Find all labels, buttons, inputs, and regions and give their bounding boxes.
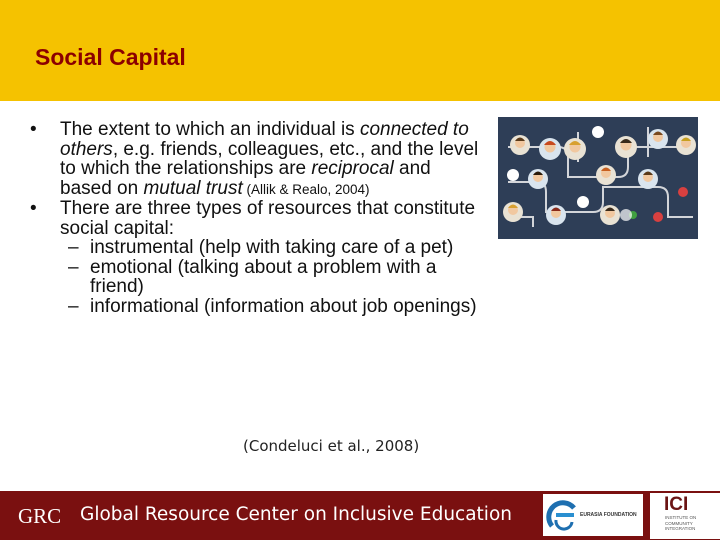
bullet-text: , e.g. friends, colleagues, etc., and the level to which the relationships are — [60, 138, 479, 179]
social-network-people-icon — [498, 117, 698, 239]
eurasia-logo-text: EURASIA FOUNDATION — [580, 512, 637, 518]
sub-bullet-text: instrumental (help with taking care of a pet) — [90, 237, 454, 258]
eurasia-foundation-logo — [543, 494, 643, 536]
bullet-resource-types — [30, 199, 485, 238]
bullet-reference: (Allik & Realo, 2004) — [242, 181, 370, 197]
sub-bullet-informational — [30, 297, 485, 317]
bullet-marker: • — [30, 119, 37, 140]
sub-bullet-emotional — [30, 258, 485, 297]
bullet-text-italic: reciprocal — [311, 158, 394, 179]
sub-bullet-text: emotional (talking about a problem with a friend) — [90, 256, 437, 297]
network-illustration — [498, 117, 698, 239]
eurasia-logo-icon — [546, 498, 580, 532]
bullet-marker: • — [30, 198, 37, 219]
slide-title: Social Capital — [35, 44, 186, 70]
sub-bullet-instrumental — [30, 238, 485, 258]
title-bar — [0, 0, 720, 101]
ici-logo-text: ICI — [664, 494, 689, 515]
sub-bullet-text: informational (information about job openings) — [90, 295, 477, 317]
bullet-text: and based on — [60, 158, 431, 199]
citation: (Condeluci et al., 2008) — [243, 437, 420, 455]
bullet-definition — [30, 120, 485, 199]
bullet-text: There are three types of resources that constitute social capital: — [60, 198, 476, 239]
footer-acronym: GRC — [18, 504, 62, 528]
sub-bullet-dash: – — [68, 295, 79, 317]
ici-logo-subtext: INSTITUTE ON COMMUNITY INTEGRATION — [665, 515, 697, 531]
ici-logo — [650, 493, 720, 539]
bullet-text-italic: connected to others — [60, 119, 469, 160]
sub-bullet-dash: – — [68, 256, 79, 278]
bullet-text-italic: mutual trust — [143, 177, 243, 199]
sub-bullet-dash: – — [68, 237, 79, 258]
bullet-text: The extent to which an individual is — [60, 119, 360, 140]
slide-content — [30, 120, 485, 316]
footer-org-name: Global Resource Center on Inclusive Education — [80, 504, 512, 525]
